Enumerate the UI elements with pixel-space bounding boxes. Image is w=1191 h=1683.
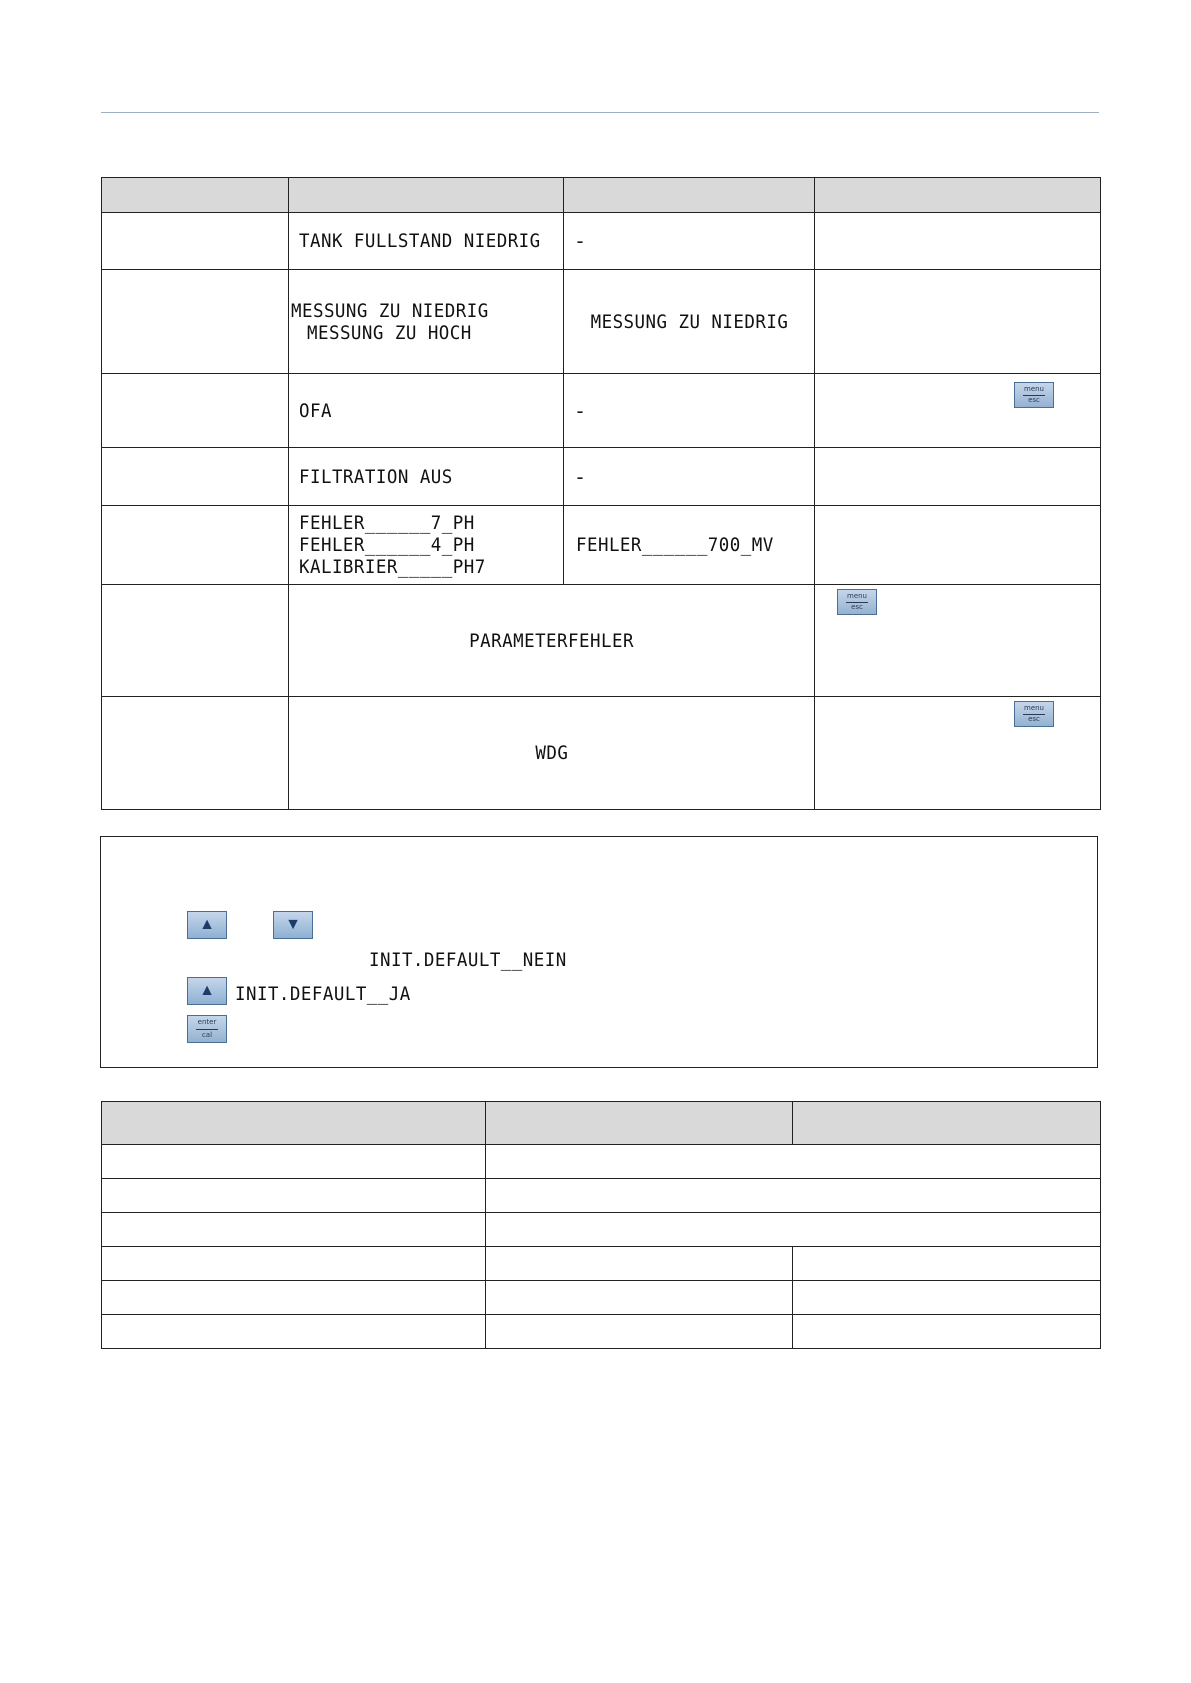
table-cell	[289, 585, 815, 697]
table-cell	[564, 270, 815, 374]
table-cell	[564, 506, 815, 585]
lcd-text: FILTRATION AUS	[299, 465, 453, 488]
lcd-text: FEHLER______4_PH	[299, 534, 475, 556]
table-cell	[815, 270, 1101, 374]
table-cell	[564, 213, 815, 270]
table-cell	[289, 506, 564, 585]
table-row	[102, 448, 1101, 506]
settings-table-header	[102, 1102, 1101, 1145]
table-cell	[815, 506, 1101, 585]
reset-note-box	[100, 836, 1098, 1068]
up-arrow-key-icon: ▲	[187, 977, 227, 1005]
table-row	[102, 1315, 1101, 1349]
table-cell	[486, 1213, 1101, 1247]
table-cell	[102, 1281, 486, 1315]
table-row	[102, 374, 1101, 448]
table-cell	[486, 1281, 793, 1315]
header-cell	[564, 178, 815, 213]
header-cell	[289, 178, 564, 213]
table-cell	[289, 270, 564, 374]
table-cell	[793, 1281, 1101, 1315]
table-row	[102, 270, 1101, 374]
alarm-table-header	[102, 178, 1101, 213]
table-cell	[102, 448, 289, 506]
table-cell	[564, 374, 815, 448]
table-cell	[486, 1247, 793, 1281]
table-cell	[102, 1213, 486, 1247]
table-cell	[289, 213, 564, 270]
menu-esc-key-icon: menu esc	[1014, 382, 1054, 408]
display-line-ja	[235, 983, 426, 1005]
lcd-text: PARAMETERFEHLER	[469, 629, 634, 652]
dash-text: -	[574, 229, 587, 253]
alarm-table	[101, 177, 1101, 810]
header-rule	[101, 112, 1099, 113]
table-cell	[102, 1179, 486, 1213]
table-cell	[486, 1315, 793, 1349]
lcd-text: MESSUNG ZU NIEDRIG	[291, 299, 489, 322]
table-cell	[793, 1247, 1101, 1281]
table-row	[102, 1145, 1101, 1179]
table-row	[102, 1179, 1101, 1213]
table-row	[102, 1281, 1101, 1315]
table-cell	[815, 585, 1101, 697]
lcd-text: FEHLER______7_PH	[299, 512, 475, 534]
menu-esc-key-icon: menu esc	[837, 589, 877, 615]
table-cell	[289, 448, 564, 506]
lcd-text: OFA	[299, 399, 332, 422]
table-row	[102, 1247, 1101, 1281]
table-cell	[815, 213, 1101, 270]
table-cell	[102, 374, 289, 448]
settings-table	[101, 1101, 1101, 1349]
header-cell	[486, 1102, 793, 1145]
lcd-text: FEHLER______700_MV	[576, 534, 774, 556]
lcd-text: INIT.DEFAULT__JA	[235, 983, 411, 1005]
lcd-text: MESSUNG ZU HOCH	[307, 321, 472, 344]
lcd-text: WDG	[535, 742, 568, 764]
table-cell	[102, 270, 289, 374]
table-cell	[486, 1179, 1101, 1213]
table-cell	[102, 585, 289, 697]
menu-esc-key-icon: menu esc	[1014, 701, 1054, 727]
display-line-nein	[369, 949, 584, 971]
table-cell	[815, 697, 1101, 810]
lcd-text: INIT.DEFAULT__NEIN	[369, 949, 567, 971]
header-cell	[102, 178, 289, 213]
table-cell	[102, 1315, 486, 1349]
table-cell	[793, 1315, 1101, 1349]
enter-cal-key-icon: enter cal	[187, 1015, 227, 1043]
table-cell	[102, 697, 289, 810]
table-cell	[102, 213, 289, 270]
up-arrow-key-icon: ▲	[187, 911, 227, 939]
lcd-text: MESSUNG ZU NIEDRIG	[590, 310, 788, 333]
table-row	[102, 213, 1101, 270]
table-cell	[815, 374, 1101, 448]
table-row	[102, 1213, 1101, 1247]
header-cell	[815, 178, 1101, 213]
lcd-text: KALIBRIER_____PH7	[299, 556, 486, 578]
table-cell	[486, 1145, 1101, 1179]
table-cell	[102, 506, 289, 585]
table-cell	[102, 1247, 486, 1281]
lcd-text: TANK FULLSTAND NIEDRIG	[299, 230, 541, 252]
table-cell	[102, 1145, 486, 1179]
header-cell	[102, 1102, 486, 1145]
table-row	[102, 697, 1101, 810]
table-cell	[815, 448, 1101, 506]
table-cell	[289, 697, 815, 810]
table-row	[102, 506, 1101, 585]
header-cell	[793, 1102, 1101, 1145]
dash-text: -	[574, 398, 587, 423]
dash-text: -	[574, 464, 587, 489]
down-arrow-key-icon: ▼	[273, 911, 313, 939]
table-cell	[564, 448, 815, 506]
table-cell	[289, 374, 564, 448]
table-row	[102, 585, 1101, 697]
